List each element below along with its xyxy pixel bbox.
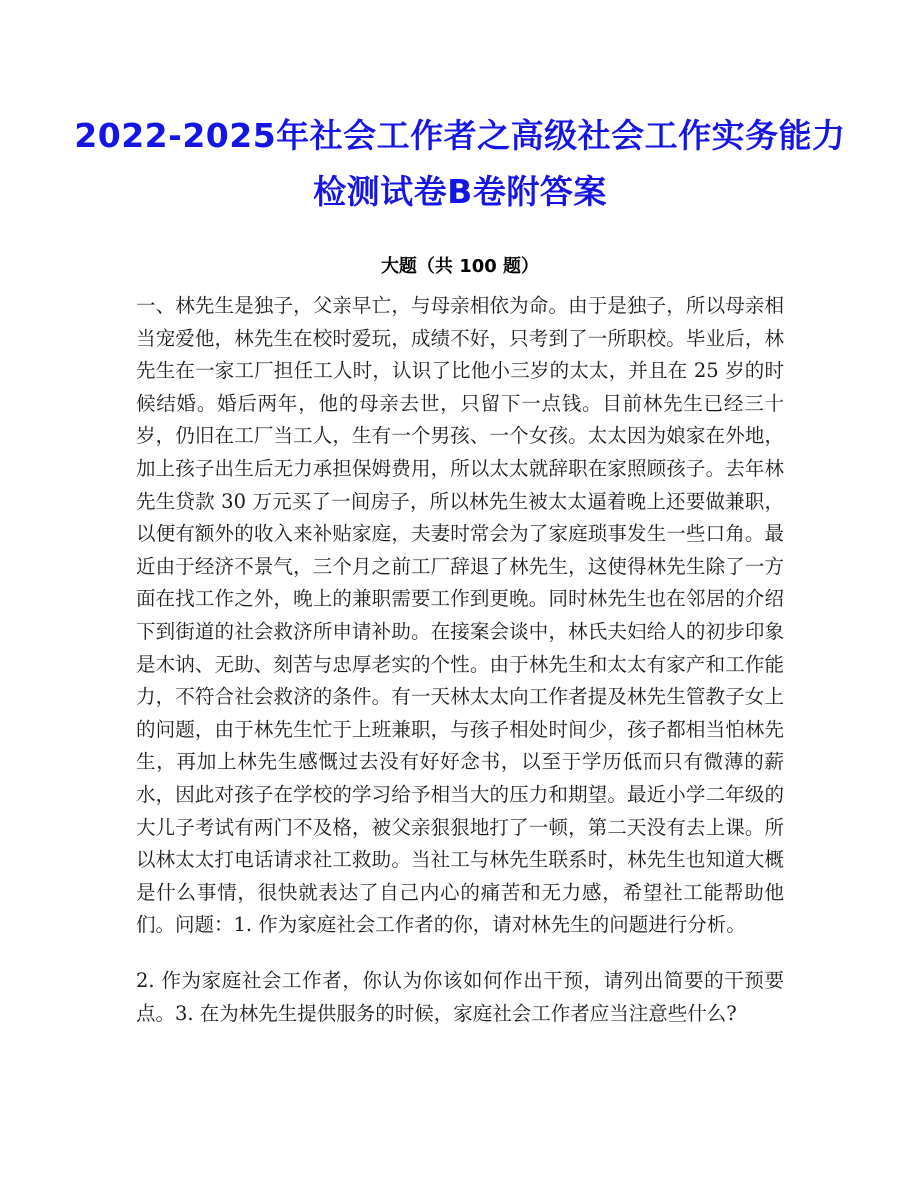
section-heading: 大题（共 100 题） — [380, 256, 540, 277]
document-title: 2022-2025年社会工作者之高级社会工作实务能力检测试卷B卷附答案 — [74, 116, 846, 211]
question-paragraph: 一、林先生是独子，父亲早亡，与母亲相依为命。由于是独子，所以母亲相当宠爱他，林先生在校时爱玩，成绩不好，只考到了一所职校。毕业后，林先生在一家工厂担任工人时，认识了比他小三岁的太太，并且在 25 岁的时候结婚。婚后两年，他的母亲去世，只留下一点钱。目前林先生已经三十岁，仍旧在工厂当工人，生有一个男孩、一个女孩。太太因为娘家在外地，加上孩子出生后无力承担保姆费用，所以太太就辞职在家照顾孩子。去年林先生贷款 30 万元买了一间房子，所以林先生被太太逼着晚上还要做兼职，以便有额外的收入来补贴家庭，夫妻时常会为了家庭琐事发生一些口角。最近由于经济不景气，三个月之前工厂辞退了林先生，这使得林先生除了一方面在找工作之外，晚上的兼职需要工作到更晚。同时林先生也在邻居的介绍下到街道的社会救济所申请补助。在接案会谈中，林氏夫妇给人的初步印象是木讷、无助、刻苦与忠厚老实的个性。由于林先生和太太有家产和工作能力，不符合社会救济的条件。有一天林太太向工作者提及林先生管教子女上的问题，由于林先生忙于上班兼职，与孩子相处时间少，孩子都相当怕林先生，再加上林先生感慨过去没有好好念书，以至于学历低而只有微薄的薪水，因此对孩子在学校的学习给予相当大的压力和期望。最近小学二年级的大儿子考试有两门不及格，被父亲狠狠地打了一顿，第二天没有去上课。所以林太太打电话请求社工救助。当社工与林先生联系时，林先生也知道大概是什么事情，很快就表达了自己内心的痛苦和无力感，希望社工能帮助他们。问题：1. 作为家庭社会工作者的你，请对林先生的问题进行分析。 — [136, 294, 784, 937]
question-paragraph: 2. 作为家庭社会工作者，你认为你该如何作出干预，请列出简要的干预要点。3. 在为林先生提供服务的时候，家庭社会工作者应当注意些什么? — [136, 969, 784, 1025]
